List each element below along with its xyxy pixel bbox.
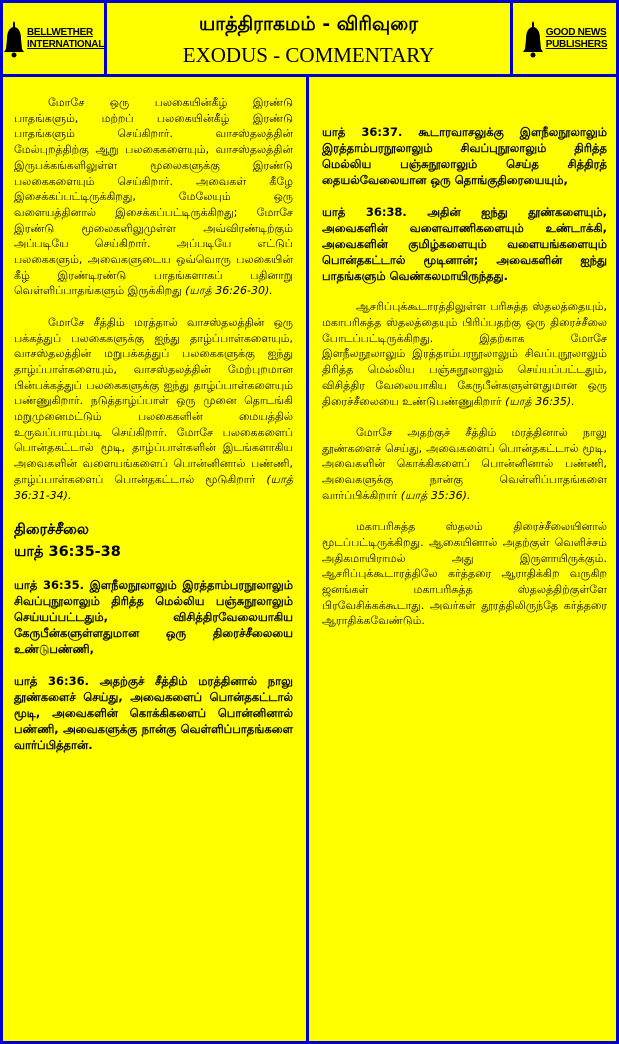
bell-icon xyxy=(3,19,25,59)
right-para1-ref: (யாத் 36:35). xyxy=(505,394,575,408)
verse-36-35: யாத் 36:35. இளநீலநூலாலும் இரத்தாம்பரநூலாலும் சிவப்புநூலாலும் திரித்த மெல்லிய பஞ்சுநூலாலும் செய்யப்பட்டதும், விசித்திரவேலையாகிய கேருபீன்களுள்ளதுமான ஒரு திரைச்சீலையை உண்டுபண்ணி, xyxy=(14,577,293,656)
right-paragraph-2 xyxy=(322,425,607,504)
left-logo-line1: BELLWETHER xyxy=(26,26,93,38)
left-paragraph-1 xyxy=(14,95,293,299)
title-tamil: யாத்திராகமம் - விரிவுரை xyxy=(198,13,419,35)
page-header xyxy=(3,3,616,77)
verse-36-37: யாத் 36:37. கூடாரவாசலுக்கு இளநீலநூலாலும் இரத்தாம்பரநூலாலும் சிவப்புநூலாலும் திரித்த மெல்லிய பஞ்சுநூலாலும் செய்த சித்திரத் தையல்வேலையான ஒரு தொங்குதிரையையும், xyxy=(322,125,607,187)
good-news-logo xyxy=(510,3,616,74)
column-divider xyxy=(306,77,309,1041)
bellwether-logo xyxy=(3,3,107,74)
left-para2-text: மோசே சீத்திம் மரத்தால் வாசஸ்தலத்தின் ஒரு பக்கத்துப் பலகைகளுக்கு ஐந்து தாழ்ப்பாள்களையும், வாசஸ்தலத்தின் மறுபக்கத்துப் பலகைகளுக்கு ஐந்து தாழ்ப்பாள்களையும், வாசஸ்தலத்தின் மேற்புறமான பின்பக்கத்துப் பலகைகளுக்கு ஐந்து தாழ்ப்பாள்களையும் பண்ணுகிறார். நடுத்தாழ்ப்பாள் ஒரு முனை தொடங்கி மறுமுனைமட்டும் பலகைகளின் மையத்தில் உருவப்பாயும்படி செய்கிறார். மோசே பலகைகளைப் பொன்தகட்டால் மூடி, தாழ்ப்பாள்களின் இடங்களாகிய அவைகளின் வளையங்களைப் பொன்னினால் பண்ணி, தாழ்ப்பாள்களைப் பொன்தகட்டால் மூடுகிறார் xyxy=(14,315,293,486)
left-para1-ref: (யாத் 36:26-30). xyxy=(185,284,273,298)
right-paragraph-3: மகாபரிசுத்த ஸ்தலம் திரைச்சீலையினால் மூடப்பட்டிருக்கிறது. ஆகையினால் அதற்குள் வெளிச்சம் அதிகமாயிராமல் அது இருளாயிருக்கும். ஆசரிப்புக்கூடாரத்திலே கர்த்தரை ஆராதிக்கிற வருகிற ஜனங்கள் மகாபரிசுத்த ஸ்தலத்திற்குள்ளே பிரவேசிக்கக்கூடாது. அவர்கள் தூரத்திலிருந்தே கர்த்தரை ஆராதிக்கவேண்டும். xyxy=(322,520,607,628)
right-column xyxy=(322,78,607,645)
right-paragraph-1 xyxy=(322,299,607,409)
left-logo-line2: INTERNATIONAL xyxy=(26,38,105,50)
right-logo-line2: PUBLISHERS xyxy=(545,38,608,50)
left-para1-text: மோசே ஒரு பலகையின்கீழ் இரண்டு பாதங்களும், மற்றப் பலகையின்கீழ் இரண்டு பாதங்களும் செய்கிறார். வாசஸ்தலத்தின் மேல்புறத்திற்கு ஆறு பலகைகளையும், வாசஸ்தலத்தின் இருபக்கங்களிலுள்ள மூலைகளுக்கு இரண்டு பலகைகளையும் செய்கிறார். அவைகள் கீழே இசைக்கப்பட்டிருக்கிறது, மேலேயும் ஒரு வளையத்தினால் இசைக்கப்பட்டிருக்கிறது; மோசே இரண்டு மூலைகளிலுமுள்ள அவ்விரண்டிற்கும் அப்படியே செய்கிறார். அப்படியே எட்டுப் பலகைகளும், அவைகளுடைய ஒவ்வொரு பலகையின் கீழ் இரண்டிரண்டு பாதங்களாகப் பதினாறு வெள்ளிப்பாதங்களும் இருக்கிறது xyxy=(14,96,293,298)
section-heading-ref: யாத் 36:35-38 xyxy=(14,543,121,560)
verse-36-38: யாத் 36:38. அதின் ஐந்து தூண்களையும், அவைகளின் வளைவாணிகளையும் உண்டாக்கி, அவைகளின் குமிழ்களையும் வளையங்களையும் பொன்தகட்டால் மூடினான்; அவைகளின் ஐந்து பாதங்களும் வெண்கலமாயிருந்தது. xyxy=(322,204,607,283)
verse-36-36: யாத் 36:36. அதற்குச் சீத்திம் மரத்தினால் நாலு தூண்களைச் செய்து, அவைகளைப் பொன்தகட்டால் மூடி, அவைகளின் கொக்கிகளைப் பொன்னினால் பண்ணி, அவைகளுக்கு நான்கு வெள்ளிப்பாதங்களை வார்ப்பித்தான். xyxy=(14,673,293,752)
right-para2-text: மோசே அதற்குச் சீத்திம் மரத்தினால் நாலு தூண்களைச் செய்து, அவைகளைப் பொன்தகட்டால் மூடி, அவைகளின் கொக்கிகளைப் பொன்னினால் பண்ணி, அவைகளுக்கு நான்கு வெள்ளிப்பாதங்களை வார்ப்பிக்கிறார் xyxy=(322,425,607,502)
right-para2-ref: (யாத் 35:36). xyxy=(400,488,471,502)
title-block xyxy=(107,3,510,74)
left-paragraph-2 xyxy=(14,315,293,503)
right-para1-text: ஆசரிப்புக்கூடாரத்திலுள்ள பரிசுத்த ஸ்தலத்தையும், மகாபரிசுத்த ஸ்தலத்தையும் பிரிப்பதற்கு ஒரு திரைச்சீலை போடப்பட்டிருக்கிறது. இதற்காக மோசே இளநீலநூலாலும் இரத்தாம்பரநூலாலும் சிவப்புநூலாலும் திரித்த மெல்லிய பஞ்சுநூலாலும் செய்யப்பட்டதும், விசித்திர வேலையாகிய கேருபீன்களுள்ளதுமான ஒரு திரைச்சீலையை உண்டுபண்ணுகிறார் xyxy=(322,300,607,408)
title-english: EXODUS - COMMENTARY xyxy=(182,43,435,67)
section-heading xyxy=(14,519,293,563)
left-column xyxy=(14,78,293,768)
right-logo-line1: GOOD NEWS xyxy=(545,26,607,38)
left-para2-ref: (யாத் 36:31-34). xyxy=(14,472,294,502)
bell-icon xyxy=(522,19,544,59)
section-heading-title: திரைச்சீலை xyxy=(14,521,89,538)
